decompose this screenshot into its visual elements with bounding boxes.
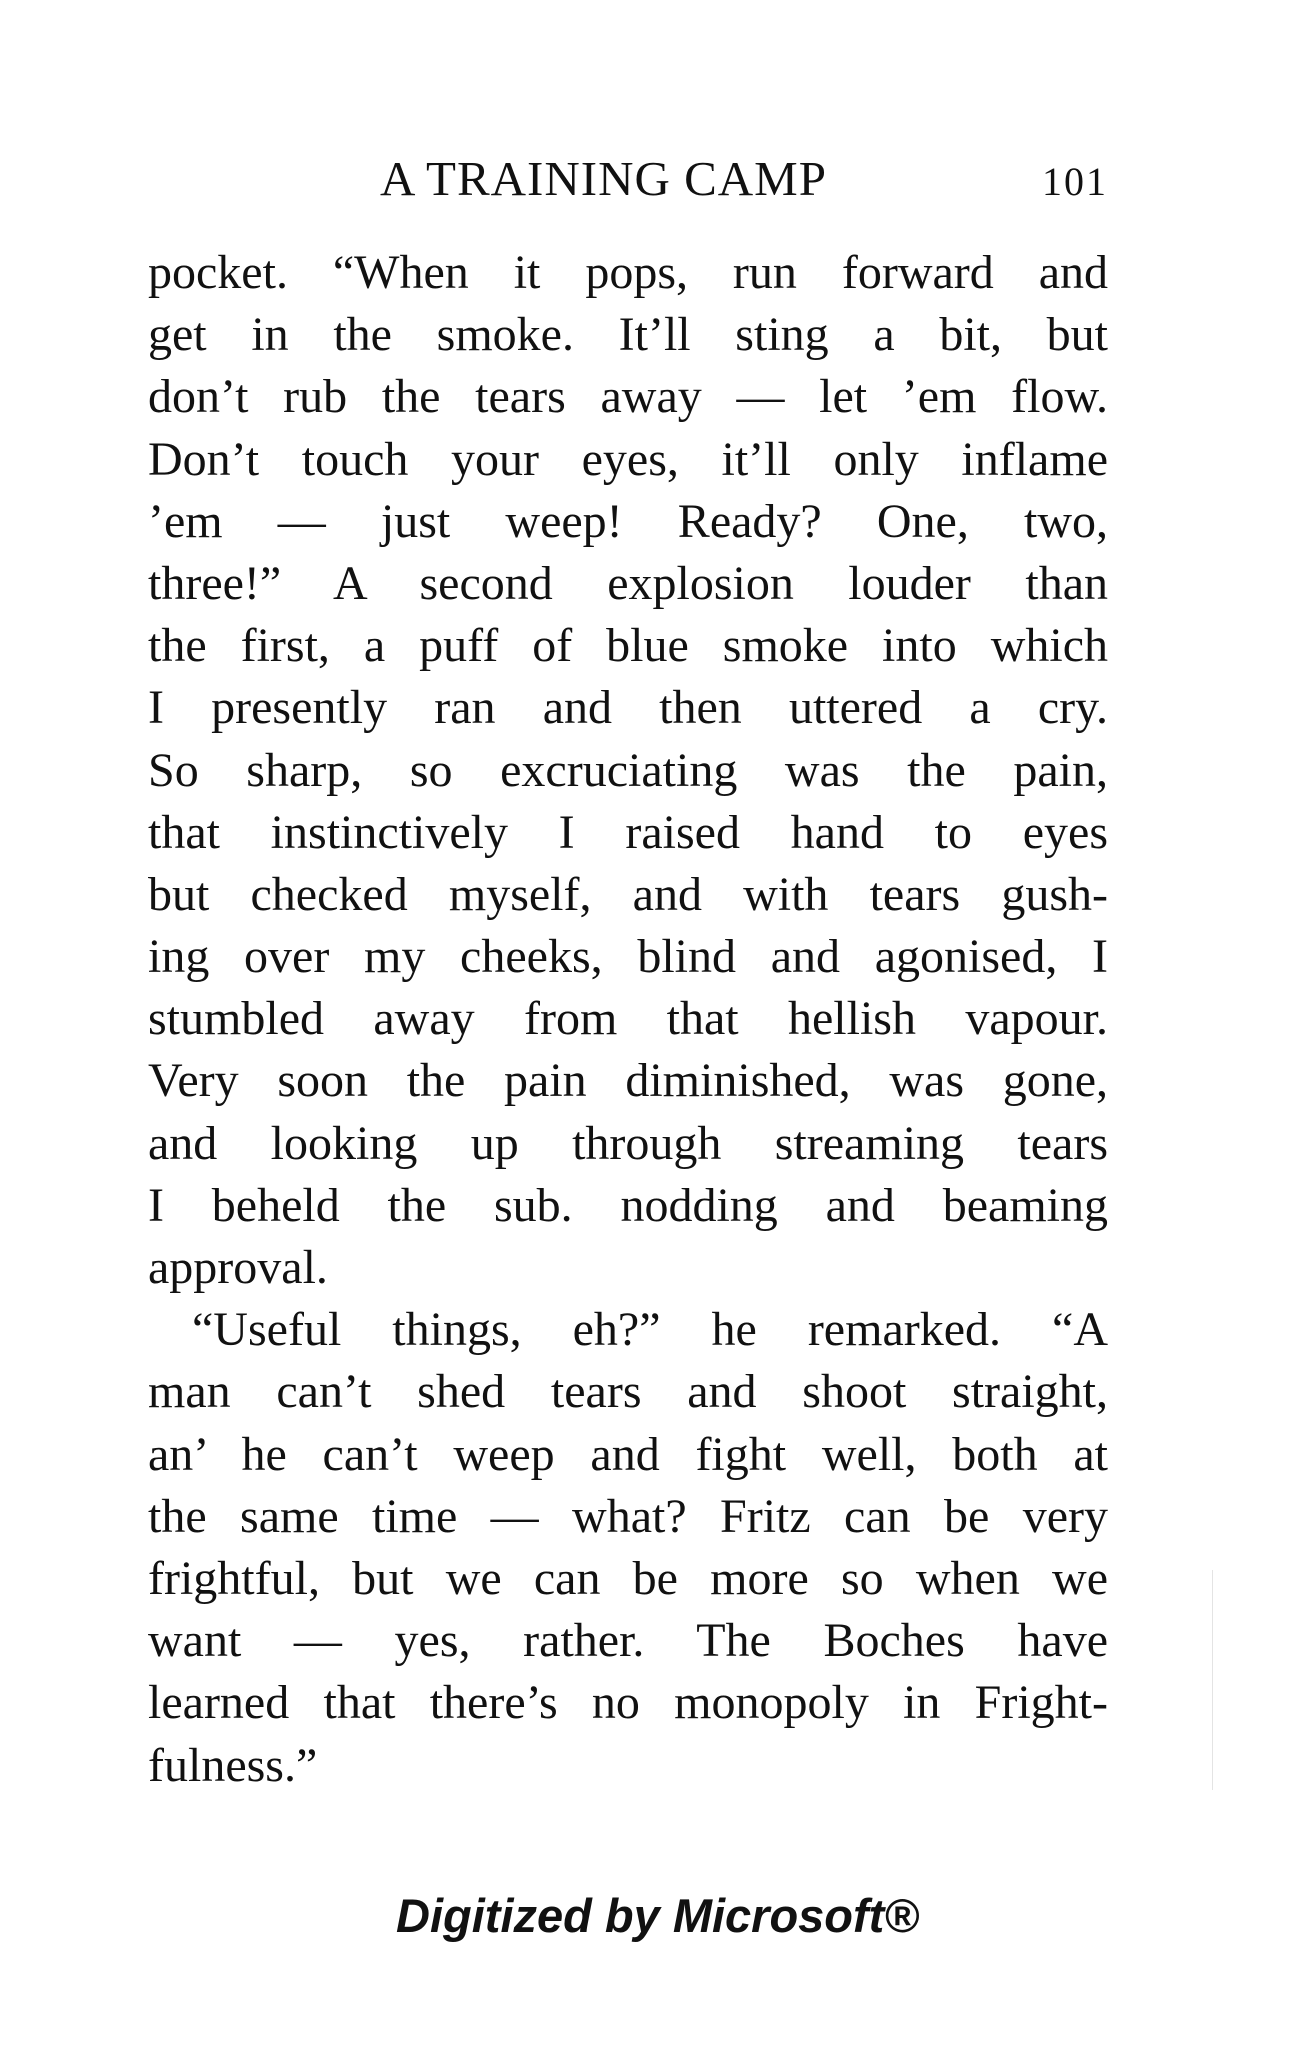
text-line: but checked myself, and with tears gush- [148, 867, 1108, 921]
text-line: approval. [148, 1241, 328, 1294]
text-line: So sharp, so excruciating was the pain, [148, 743, 1108, 797]
text-line: the same time — what? Fritz can be very [148, 1489, 1108, 1543]
text-line: want — yes, rather. The Boches have [148, 1614, 1108, 1668]
text-line: don’t rub the tears away — let ’em flow. [148, 370, 1108, 424]
digitized-watermark: Digitized by Microsoft® [396, 1889, 919, 1942]
text-line: stumbled away from that hellish vapour. [148, 992, 1108, 1046]
text-line: learned that there’s no monopoly in Fright- [148, 1676, 1108, 1730]
text-line: ing over my cheeks, blind and agonised, I [148, 930, 1108, 984]
text-line: Very soon the pain diminished, was gone, [148, 1054, 1108, 1108]
text-line: three!” A second explosion louder than [148, 556, 1108, 610]
text-line: “Useful things, eh?” he remarked. “A [192, 1303, 1108, 1357]
text-line: Don’t touch your eyes, it’ll only inflame [148, 432, 1108, 486]
scan-edge-mark [1212, 1570, 1213, 1790]
paragraph-1 [148, 242, 1108, 1299]
text-line: get in the smoke. It’ll sting a bit, but [148, 308, 1108, 362]
body-text [148, 242, 1108, 1797]
text-line: that instinctively I raised hand to eyes [148, 805, 1108, 859]
text-line: the first, a puff of blue smoke into which [148, 619, 1108, 673]
text-line: pocket. “When it pops, run forward and [148, 246, 1108, 299]
text-line: an’ he can’t weep and fight well, both at [148, 1427, 1108, 1481]
page-number: 101 [1042, 159, 1108, 204]
running-title: A TRAINING CAMP [380, 151, 827, 206]
text-line: fulness.” [148, 1738, 318, 1792]
text-line: and looking up through streaming tears [148, 1116, 1108, 1170]
text-line: I beheld the sub. nodding and beaming [148, 1178, 1108, 1232]
text-line: I presently ran and then uttered a cry. [148, 681, 1108, 735]
running-head [148, 150, 1108, 210]
paragraph-2 [148, 1299, 1108, 1797]
text-line: man can’t shed tears and shoot straight, [148, 1365, 1108, 1419]
text-line: frightful, but we can be more so when we [148, 1551, 1108, 1605]
text-line: ’em — just weep! Ready? One, two, [148, 494, 1108, 548]
